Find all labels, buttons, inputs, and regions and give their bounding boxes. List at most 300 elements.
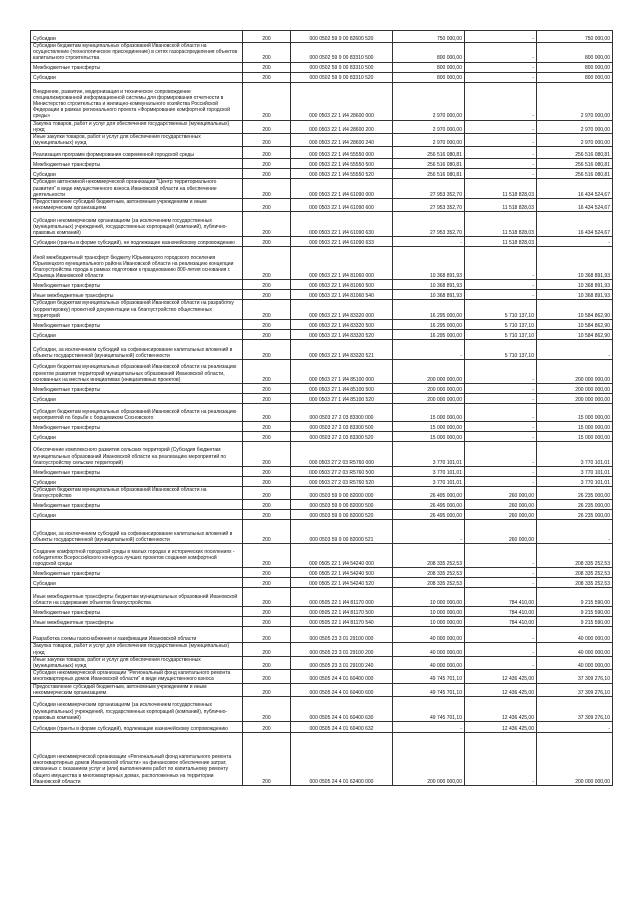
cell-b: - bbox=[465, 422, 537, 432]
cell-a: 40 000 000,00 bbox=[393, 627, 465, 643]
cell-a: 16 295 000,00 bbox=[393, 330, 465, 340]
cell-code: 000 0503 22 1 И4 28600 000 bbox=[291, 82, 393, 120]
cell-c: 15 000 000,00 bbox=[537, 422, 613, 432]
cell-g: 200 bbox=[243, 147, 291, 159]
cell-c: 37 309 276,10 bbox=[537, 697, 613, 722]
cell-code: 000 0503 59 9 00 82000 520 bbox=[291, 510, 393, 520]
cell-g: 200 bbox=[243, 290, 291, 300]
cell-b: - bbox=[465, 72, 537, 82]
cell-c: 26 235 000,00 bbox=[537, 510, 613, 520]
table-row bbox=[31, 733, 613, 786]
cell-b: - bbox=[465, 394, 537, 404]
table-row bbox=[31, 247, 613, 280]
cell-name: Субсидия бюджетам муниципальных образований Ивановской области на реализацию проектов развития территорий муниципальных образований Ивановской области, основанных на местных инициативах (инициативных проектов) bbox=[31, 360, 243, 384]
table-row bbox=[31, 82, 613, 120]
cell-a: 2 970 000,00 bbox=[393, 120, 465, 133]
cell-b: 5 710 137,10 bbox=[465, 330, 537, 340]
cell-code: 000 0505 23 3 01 29100 240 bbox=[291, 656, 393, 669]
cell-code: 000 0503 27 2 03 83300 500 bbox=[291, 422, 393, 432]
cell-a: 49 745 701,10 bbox=[393, 683, 465, 696]
cell-a: - bbox=[393, 520, 465, 544]
cell-a: - bbox=[393, 340, 465, 360]
cell-a: 10 000 000,00 bbox=[393, 607, 465, 617]
cell-a: 200 000 000,00 bbox=[393, 384, 465, 394]
cell-b: - bbox=[465, 627, 537, 643]
cell-b: - bbox=[465, 404, 537, 422]
cell-code: 000 0503 22 1 И4 83320 000 bbox=[291, 300, 393, 320]
cell-name: Межбюджетные трансферты bbox=[31, 467, 243, 477]
cell-g: 200 bbox=[243, 62, 291, 72]
cell-c: 9 215 590,00 bbox=[537, 607, 613, 617]
cell-code: 000 0502 59 9 00 83310 520 bbox=[291, 72, 393, 82]
table-row bbox=[31, 568, 613, 578]
cell-name: Субсидии bbox=[31, 578, 243, 588]
cell-c: 200 000 000,00 bbox=[537, 384, 613, 394]
cell-g: 200 bbox=[243, 422, 291, 432]
cell-c: 2 970 000,00 bbox=[537, 120, 613, 133]
cell-g: 200 bbox=[243, 320, 291, 330]
cell-name: Субсидии, за исключением субсидий на софинансирование капитальных вложений в объекты государственной (муниципальной) собственности bbox=[31, 520, 243, 544]
cell-name: Субсидии bbox=[31, 31, 243, 43]
cell-b: - bbox=[465, 31, 537, 43]
cell-code: 000 0505 24 4 01 62400 000 bbox=[291, 733, 393, 786]
cell-g: 200 bbox=[243, 340, 291, 360]
cell-b: 11 518 828,03 bbox=[465, 212, 537, 237]
cell-g: 200 bbox=[243, 31, 291, 43]
table-row bbox=[31, 384, 613, 394]
cell-b: - bbox=[465, 578, 537, 588]
cell-g: 200 bbox=[243, 487, 291, 500]
cell-g: 200 bbox=[243, 477, 291, 487]
cell-b: - bbox=[465, 290, 537, 300]
cell-a: 26 495 000,00 bbox=[393, 510, 465, 520]
cell-name: Иные межбюджетные трансферты бюджетам муниципальных образований Ивановской области на содержание объектов благоустройства bbox=[31, 588, 243, 607]
cell-c: 10 368 891,93 bbox=[537, 280, 613, 290]
cell-b: 12 436 425,00 bbox=[465, 683, 537, 696]
cell-g: 200 bbox=[243, 212, 291, 237]
cell-name: Внедрение, развитие, модернизация и техническое сопровождение специализированной информационной системы для формирования отчетности в Министерство строительства и жилищно-коммунального хозяйства Российской Федерации в рамках регионального проекта «Формирование комфортной городской среды» bbox=[31, 82, 243, 120]
cell-name: Межбюджетные трансферты bbox=[31, 500, 243, 510]
cell-b: 260 000,00 bbox=[465, 520, 537, 544]
cell-code: 000 0505 23 3 01 29100 000 bbox=[291, 627, 393, 643]
cell-b: 11 518 828,03 bbox=[465, 237, 537, 247]
cell-a: 10 000 000,00 bbox=[393, 617, 465, 627]
cell-a: 800 000,00 bbox=[393, 72, 465, 82]
table-row bbox=[31, 62, 613, 72]
cell-g: 200 bbox=[243, 247, 291, 280]
cell-g: 200 bbox=[243, 627, 291, 643]
cell-name: Субсидии bbox=[31, 432, 243, 442]
cell-g: 200 bbox=[243, 179, 291, 199]
cell-c: 15 000 000,00 bbox=[537, 404, 613, 422]
cell-b: 784 410,00 bbox=[465, 588, 537, 607]
cell-code: 000 0503 27 2 03 R5760 000 bbox=[291, 442, 393, 467]
cell-name: Субсидия бюджетам муниципальных образований Ивановской области на благоустройство bbox=[31, 487, 243, 500]
cell-b: 12 436 425,00 bbox=[465, 697, 537, 722]
cell-g: 200 bbox=[243, 169, 291, 179]
cell-g: 200 bbox=[243, 568, 291, 578]
cell-name: Межбюджетные трансферты bbox=[31, 159, 243, 169]
cell-code: 000 0503 22 1 И4 28600 240 bbox=[291, 134, 393, 147]
table-row bbox=[31, 722, 613, 733]
table-body bbox=[31, 31, 613, 786]
table-row bbox=[31, 544, 613, 568]
cell-a: 26 495 000,00 bbox=[393, 487, 465, 500]
cell-c: - bbox=[537, 340, 613, 360]
cell-code: 000 0505 22 1 И4 54240 520 bbox=[291, 578, 393, 588]
table-row bbox=[31, 477, 613, 487]
cell-b: - bbox=[465, 643, 537, 656]
cell-g: 200 bbox=[243, 300, 291, 320]
cell-a: 26 495 000,00 bbox=[393, 500, 465, 510]
cell-b: - bbox=[465, 159, 537, 169]
cell-a: 27 953 352,70 bbox=[393, 179, 465, 199]
cell-name: Предоставление субсидий бюджетным, автономным учреждениям и иным некоммерческим организациям bbox=[31, 683, 243, 696]
cell-b: - bbox=[465, 247, 537, 280]
table-row bbox=[31, 340, 613, 360]
cell-b: 784 410,00 bbox=[465, 617, 537, 627]
cell-name: Субсидии, за исключением субсидий на софинансирование капитальных вложений в объекты государственной (муниципальной) собственности bbox=[31, 340, 243, 360]
cell-a: 256 516 080,81 bbox=[393, 169, 465, 179]
cell-a: 15 000 000,00 bbox=[393, 422, 465, 432]
table-row bbox=[31, 159, 613, 169]
cell-b: 5 710 137,10 bbox=[465, 300, 537, 320]
cell-name: Иные межбюджетные трансферты bbox=[31, 617, 243, 627]
table-row bbox=[31, 487, 613, 500]
cell-c: 200 000 000,00 bbox=[537, 733, 613, 786]
table-row bbox=[31, 300, 613, 320]
cell-name: Иные закупки товаров, работ и услуг для обеспечения государственных (муниципальных) нужд bbox=[31, 134, 243, 147]
cell-c: - bbox=[537, 722, 613, 733]
cell-b: - bbox=[465, 120, 537, 133]
cell-a: 800 000,00 bbox=[393, 43, 465, 63]
cell-code: 000 0502 59 9 00 82600 520 bbox=[291, 31, 393, 43]
cell-name: Субсидии (гранты в форме субсидий), подлежащие казначейскому сопровождению bbox=[31, 722, 243, 733]
cell-c: 37 309 276,10 bbox=[537, 683, 613, 696]
cell-c: - bbox=[537, 237, 613, 247]
cell-name: Субсидии некоммерческим организациям (за исключением государственных (муниципальных) учреждений, государственных корпораций (компаний), публично-правовых компаний) bbox=[31, 697, 243, 722]
cell-name: Иные закупки товаров, работ и услуг для обеспечения государственных (муниципальных) нужд bbox=[31, 656, 243, 669]
cell-g: 200 bbox=[243, 500, 291, 510]
cell-code: 000 0503 27 1 И4 85100 500 bbox=[291, 384, 393, 394]
cell-code: 000 0503 59 9 00 82000 000 bbox=[291, 487, 393, 500]
cell-code: 000 0503 22 1 И4 55550 000 bbox=[291, 147, 393, 159]
cell-g: 200 bbox=[243, 432, 291, 442]
cell-g: 200 bbox=[243, 467, 291, 477]
cell-g: 200 bbox=[243, 442, 291, 467]
cell-code: 000 0503 22 1 И4 55550 500 bbox=[291, 159, 393, 169]
cell-c: 208 335 252,53 bbox=[537, 578, 613, 588]
cell-g: 200 bbox=[243, 134, 291, 147]
cell-name: Межбюджетные трансферты bbox=[31, 422, 243, 432]
cell-name: Субсидии bbox=[31, 510, 243, 520]
cell-g: 200 bbox=[243, 404, 291, 422]
cell-name: Разработка схемы газоснабжения и газификации Ивановской области bbox=[31, 627, 243, 643]
cell-code: 000 0503 27 2 03 83300 520 bbox=[291, 432, 393, 442]
cell-name: Субсидии bbox=[31, 477, 243, 487]
cell-a: 200 000 000,00 bbox=[393, 394, 465, 404]
cell-c: 9 215 590,00 bbox=[537, 588, 613, 607]
cell-name: Закупка товаров, работ и услуг для обеспечения государственных (муниципальных) нужд bbox=[31, 120, 243, 133]
cell-name: Субсидия некоммерческой организации «Региональный фонд капитального ремонта многоквартирных домов Ивановской области» на финансовое обеспечение затрат, связанных с оказанием услуг и (или) выполнением работ по капитальному ремонту общего имущества в многоквартирных домах, расположенных на территории Ивановской области bbox=[31, 733, 243, 786]
cell-a: 10 368 891,93 bbox=[393, 290, 465, 300]
cell-g: 200 bbox=[243, 72, 291, 82]
cell-code: 000 0505 23 3 01 29100 200 bbox=[291, 643, 393, 656]
cell-code: 000 0503 22 1 И4 81060 000 bbox=[291, 247, 393, 280]
cell-c: 256 516 080,81 bbox=[537, 159, 613, 169]
cell-g: 200 bbox=[243, 733, 291, 786]
table-row bbox=[31, 72, 613, 82]
cell-code: 000 0503 22 1 И4 61090 600 bbox=[291, 199, 393, 212]
cell-b: 12 436 425,00 bbox=[465, 722, 537, 733]
table-row bbox=[31, 627, 613, 643]
cell-b: - bbox=[465, 43, 537, 63]
cell-a: 16 295 000,00 bbox=[393, 320, 465, 330]
cell-code: 000 0503 22 1 И4 81060 540 bbox=[291, 290, 393, 300]
cell-b: - bbox=[465, 544, 537, 568]
cell-code: 000 0503 22 1 И4 83320 520 bbox=[291, 330, 393, 340]
cell-g: 200 bbox=[243, 330, 291, 340]
cell-name: Межбюджетные трансферты bbox=[31, 568, 243, 578]
cell-a: 2 970 000,00 bbox=[393, 82, 465, 120]
cell-b: - bbox=[465, 134, 537, 147]
cell-name: Субсидия бюджетам муниципальных образований Ивановской области на реализацию мероприятий по борьбе с борщевиком Сосновского bbox=[31, 404, 243, 422]
table-row bbox=[31, 670, 613, 683]
cell-a: 10 368 891,93 bbox=[393, 247, 465, 280]
cell-a: - bbox=[393, 722, 465, 733]
cell-g: 200 bbox=[243, 670, 291, 683]
cell-b: 784 410,00 bbox=[465, 607, 537, 617]
cell-code: 000 0503 22 1 И4 81060 500 bbox=[291, 280, 393, 290]
cell-code: 000 0505 22 1 И4 81170 500 bbox=[291, 607, 393, 617]
table-row bbox=[31, 169, 613, 179]
cell-g: 200 bbox=[243, 280, 291, 290]
cell-c: 37 309 276,10 bbox=[537, 670, 613, 683]
cell-b: - bbox=[465, 568, 537, 578]
cell-g: 200 bbox=[243, 520, 291, 544]
cell-b: 260 000,00 bbox=[465, 500, 537, 510]
cell-c: 256 516 080,81 bbox=[537, 147, 613, 159]
cell-c: 16 434 524,67 bbox=[537, 179, 613, 199]
cell-code: 000 0505 22 1 И4 81170 000 bbox=[291, 588, 393, 607]
cell-g: 200 bbox=[243, 722, 291, 733]
cell-code: 000 0503 22 1 И4 55550 520 bbox=[291, 169, 393, 179]
cell-a: 40 000 000,00 bbox=[393, 643, 465, 656]
cell-g: 200 bbox=[243, 82, 291, 120]
table-row bbox=[31, 432, 613, 442]
cell-name: Создание комфортной городской среды в малых городах и исторических поселениях - победителях Всероссийского конкурса лучших проектов создания комфортной городской среды bbox=[31, 544, 243, 568]
cell-c: 16 434 524,67 bbox=[537, 212, 613, 237]
table-row bbox=[31, 290, 613, 300]
cell-code: 000 0503 59 9 00 82000 521 bbox=[291, 520, 393, 544]
cell-g: 200 bbox=[243, 159, 291, 169]
cell-c: 200 000 000,00 bbox=[537, 360, 613, 384]
table-row bbox=[31, 643, 613, 656]
cell-code: 000 0503 22 1 И4 83320 521 bbox=[291, 340, 393, 360]
cell-code: 000 0505 22 1 И4 81170 540 bbox=[291, 617, 393, 627]
cell-name: Субсидия автономной некоммерческой организации "Центр территориального развития" в виде имущественного взноса Ивановской области на обеспечение деятельности bbox=[31, 179, 243, 199]
cell-code: 000 0503 22 1 И4 83320 500 bbox=[291, 320, 393, 330]
table-row bbox=[31, 404, 613, 422]
cell-a: 3 770 101,01 bbox=[393, 442, 465, 467]
cell-g: 200 bbox=[243, 394, 291, 404]
table-row bbox=[31, 134, 613, 147]
cell-g: 200 bbox=[243, 544, 291, 568]
table-row bbox=[31, 179, 613, 199]
cell-c: 26 235 000,00 bbox=[537, 500, 613, 510]
table-row bbox=[31, 578, 613, 588]
cell-code: 000 0505 22 1 И4 54240 000 bbox=[291, 544, 393, 568]
cell-name: Закупка товаров, работ и услуг для обеспечения государственных (муниципальных) нужд bbox=[31, 643, 243, 656]
cell-a: 15 000 000,00 bbox=[393, 404, 465, 422]
cell-a: 15 000 000,00 bbox=[393, 432, 465, 442]
table-row bbox=[31, 237, 613, 247]
budget-table bbox=[30, 30, 612, 786]
cell-c: 40 000 000,00 bbox=[537, 656, 613, 669]
cell-a: 49 745 701,10 bbox=[393, 670, 465, 683]
table-row bbox=[31, 280, 613, 290]
cell-g: 200 bbox=[243, 578, 291, 588]
cell-name: Межбюджетные трансферты bbox=[31, 607, 243, 617]
cell-c: 750 000,00 bbox=[537, 31, 613, 43]
table-row bbox=[31, 120, 613, 133]
cell-c: 208 335 252,53 bbox=[537, 544, 613, 568]
table-row bbox=[31, 467, 613, 477]
cell-a: 256 516 080,81 bbox=[393, 159, 465, 169]
cell-b: 5 710 137,10 bbox=[465, 340, 537, 360]
cell-code: 000 0505 24 4 01 60400 630 bbox=[291, 697, 393, 722]
cell-code: 000 0503 27 2 03 R5760 500 bbox=[291, 467, 393, 477]
cell-a: 800 000,00 bbox=[393, 62, 465, 72]
cell-name: Субсидия некоммерческой организации "Региональный фонд капитального ремонта многоквартирных домов Ивановской области" в виде имущественного взноса bbox=[31, 670, 243, 683]
cell-c: 800 000,00 bbox=[537, 43, 613, 63]
cell-g: 200 bbox=[243, 237, 291, 247]
cell-b: - bbox=[465, 477, 537, 487]
table-row bbox=[31, 199, 613, 212]
cell-a: 16 295 000,00 bbox=[393, 300, 465, 320]
cell-name: Субсидии (гранты в форме субсидий), не подлежащие казначейскому сопровождению bbox=[31, 237, 243, 247]
cell-c: 2 970 000,00 bbox=[537, 82, 613, 120]
cell-name: Субсидия бюджетам муниципальных образований Ивановской области на разработку (корректировку) проектной документации на благоустройство общественных территорий bbox=[31, 300, 243, 320]
cell-code: 000 0505 24 4 01 60400 000 bbox=[291, 670, 393, 683]
cell-c: 40 000 000,00 bbox=[537, 643, 613, 656]
cell-name: Предоставление субсидий бюджетным, автономным учреждениям и иным некоммерческим организациям bbox=[31, 199, 243, 212]
cell-a: 208 335 252,53 bbox=[393, 544, 465, 568]
table-row bbox=[31, 500, 613, 510]
cell-c: 3 770 101,01 bbox=[537, 442, 613, 467]
cell-name: Реализация программ формирования современной городской среды bbox=[31, 147, 243, 159]
cell-g: 200 bbox=[243, 120, 291, 133]
table-row bbox=[31, 520, 613, 544]
cell-a: 3 770 101,01 bbox=[393, 467, 465, 477]
cell-code: 000 0503 27 1 И4 85100 520 bbox=[291, 394, 393, 404]
table-row bbox=[31, 697, 613, 722]
cell-code: 000 0505 24 4 01 60400 632 bbox=[291, 722, 393, 733]
cell-b: 260 000,00 bbox=[465, 510, 537, 520]
cell-c: 256 516 080,81 bbox=[537, 169, 613, 179]
cell-code: 000 0503 27 1 И4 85100 000 bbox=[291, 360, 393, 384]
cell-c: 208 335 252,53 bbox=[537, 568, 613, 578]
cell-c: 2 970 000,00 bbox=[537, 134, 613, 147]
cell-code: 000 0502 59 9 00 83310 500 bbox=[291, 62, 393, 72]
table-row bbox=[31, 607, 613, 617]
cell-name: Субсидии некоммерческим организациям (за исключением государственных (муниципальных) учреждений, государственных корпораций (компаний), публично-правовых компаний) bbox=[31, 212, 243, 237]
cell-a: - bbox=[393, 237, 465, 247]
cell-name: Субсидии бюджетам муниципальных образований Ивановской области на осуществление (технологическое присоединение) в сетях газораспределения объектов капитального строительства bbox=[31, 43, 243, 63]
table-row bbox=[31, 510, 613, 520]
cell-a: 49 745 701,10 bbox=[393, 697, 465, 722]
cell-a: 208 335 252,53 bbox=[393, 578, 465, 588]
cell-b: 11 518 828,03 bbox=[465, 199, 537, 212]
cell-c: 200 000 000,00 bbox=[537, 394, 613, 404]
cell-c: 10 584 862,90 bbox=[537, 330, 613, 340]
cell-a: 200 000 000,00 bbox=[393, 360, 465, 384]
cell-b: - bbox=[465, 280, 537, 290]
cell-c: - bbox=[537, 520, 613, 544]
cell-c: 16 434 524,67 bbox=[537, 199, 613, 212]
cell-a: 3 770 101,01 bbox=[393, 477, 465, 487]
cell-c: 3 770 101,01 bbox=[537, 467, 613, 477]
cell-name: Иной межбюджетный трансферт бюджету Юрьевецкого городского поселения Юрьевецкого муниципального района Ивановской области на реализацию концепции благоустройства города в рамках подготовки к празднованию 800-летия основания г. Юрьевца Ивановской области bbox=[31, 247, 243, 280]
table-row bbox=[31, 212, 613, 237]
cell-name: Субсидии bbox=[31, 330, 243, 340]
cell-g: 200 bbox=[243, 617, 291, 627]
cell-code: 000 0503 22 1 И4 28600 200 bbox=[291, 120, 393, 133]
cell-b: - bbox=[465, 442, 537, 467]
cell-g: 200 bbox=[243, 510, 291, 520]
cell-a: 27 953 352,70 bbox=[393, 212, 465, 237]
cell-c: 15 000 000,00 bbox=[537, 432, 613, 442]
cell-c: 9 215 590,00 bbox=[537, 617, 613, 627]
cell-c: 3 770 101,01 bbox=[537, 477, 613, 487]
cell-g: 200 bbox=[243, 656, 291, 669]
table-row bbox=[31, 617, 613, 627]
cell-a: 10 000 000,00 bbox=[393, 588, 465, 607]
cell-b: - bbox=[465, 733, 537, 786]
cell-name: Иные межбюджетные трансферты bbox=[31, 290, 243, 300]
cell-c: 40 000 000,00 bbox=[537, 627, 613, 643]
table-row bbox=[31, 588, 613, 607]
cell-code: 000 0502 59 9 00 83310 500 bbox=[291, 43, 393, 63]
cell-code: 000 0505 22 1 И4 54240 500 bbox=[291, 568, 393, 578]
cell-g: 200 bbox=[243, 360, 291, 384]
table-row bbox=[31, 43, 613, 63]
cell-name: Обеспечение комплексного развития сельских территорий (Субсидия бюджетам муниципальных образований Ивановской области на реализацию мероприятий по благоустройству сельских территорий) bbox=[31, 442, 243, 467]
table-row bbox=[31, 360, 613, 384]
cell-c: 10 584 862,90 bbox=[537, 320, 613, 330]
table-row bbox=[31, 442, 613, 467]
cell-c: 26 235 000,00 bbox=[537, 487, 613, 500]
cell-code: 000 0503 22 1 И4 61090 633 bbox=[291, 237, 393, 247]
cell-b: 260 000,00 bbox=[465, 487, 537, 500]
cell-name: Межбюджетные трансферты bbox=[31, 62, 243, 72]
cell-g: 200 bbox=[243, 43, 291, 63]
cell-g: 200 bbox=[243, 643, 291, 656]
cell-c: 10 584 862,90 bbox=[537, 300, 613, 320]
cell-b: - bbox=[465, 384, 537, 394]
cell-a: 27 953 352,70 bbox=[393, 199, 465, 212]
table-row bbox=[31, 422, 613, 432]
cell-a: 256 516 080,81 bbox=[393, 147, 465, 159]
cell-code: 000 0505 24 4 01 60400 600 bbox=[291, 683, 393, 696]
cell-b: - bbox=[465, 62, 537, 72]
cell-b: - bbox=[465, 360, 537, 384]
cell-code: 000 0503 27 2 03 83300 000 bbox=[291, 404, 393, 422]
cell-code: 000 0503 27 2 03 R5760 520 bbox=[291, 477, 393, 487]
cell-a: 10 368 891,93 bbox=[393, 280, 465, 290]
cell-b: 12 436 425,00 bbox=[465, 670, 537, 683]
cell-a: 2 970 000,00 bbox=[393, 134, 465, 147]
